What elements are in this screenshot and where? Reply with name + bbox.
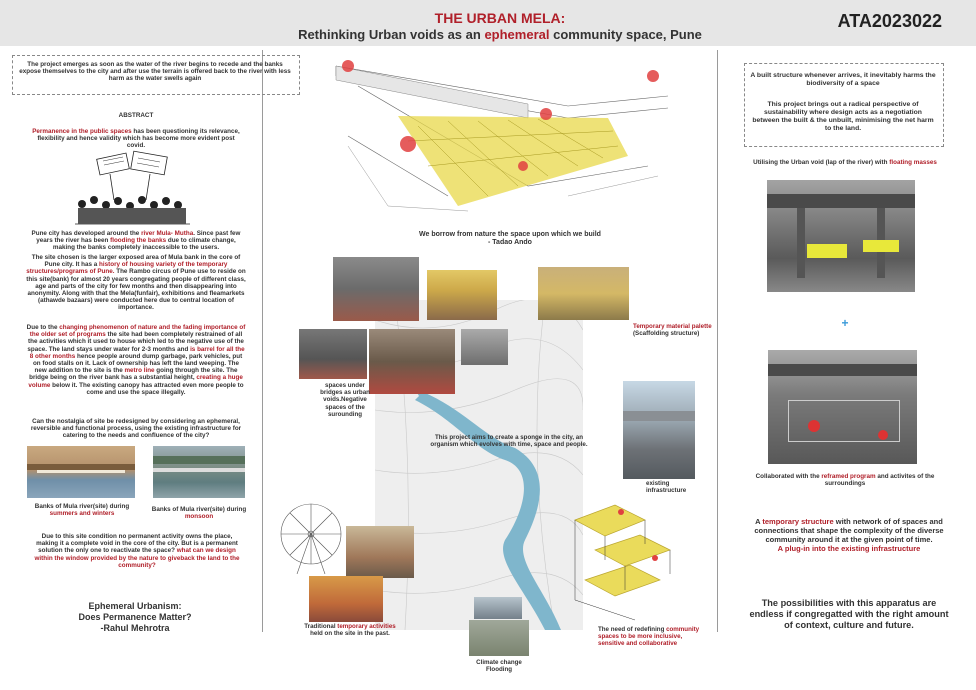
divider-right (717, 50, 718, 632)
photo-bridge-3 (369, 329, 455, 394)
plus-sign: + (841, 316, 849, 330)
project-code: ATA2023022 (837, 11, 942, 31)
poster-subtitle: Rethinking Urban voids as an ephemeral community space, Pune (298, 27, 702, 42)
photo-bridge-1 (333, 257, 419, 321)
label-sponge: This project aims to create a sponge in the city, an organism which evolves with time, space and people. (430, 434, 588, 449)
site-condition-text: Due to this site condition no permanent activity owns the place, making it a complete void in the core of the city. But is a permanent solution the only one to reactivate the space? what can we design within the window provided by the nature to giveback the land to the community? (34, 533, 240, 569)
abstract-para-4: Due to the changing phenomenon of nature and the fading importance of the older set of programs the site had been completely restrained of all the activities which it used to house which led to the negative use of the space. The land stays under water for 2-3 months and is barrel for all the 8 other months hence people around dump garbage, park vehicles, put on food stalls on it. Lack of ownership has left the land weeping. The new addition to the site is the metro line going through the site. The bridge being on the river bank has a substantial height, creating a huge volume below it. The existing canopy has attracted even more people to come and use the space illegally. (26, 324, 246, 396)
abstract-para-2: Pune city has developed around the river Mula- Mutha. Since past few years the river has been flooding the banks due to climate change, making the banks completely inaccessible to the users. (31, 230, 241, 252)
label-redefine: The need of redefining community spaces to be more inclusive, sensitive and collaborative (598, 626, 700, 648)
abstract-para-1: Permanence in the public spaces has been questioning its relevance, flexibility and hence validity which has become more evident post covid. (32, 128, 240, 150)
possibilities-text: The possibilities with this apparatus are endless if congregatted with the right amount of context, culture and future. (749, 598, 949, 630)
abstract-para-3: The site chosen is the larger exposed area of Mula bank in the core of Pune city. It has a history of housing variety of the temporary structures/programs of Pune. The Rambo circus of Pune use to reside on this site(bank) for almost 20 years congregating people of different class, age and parts of the city for few months and then disappearing into anonymity. Along with that the Mela(funfair), exhibitions and fleamarkets (athawde bazaars) were conducted here due to central location of importance. (26, 254, 246, 312)
design-question: Can the nostalgia of site be redesigned by considering an ephemeral, reversible and functional process, using the existing infrastructure for catering to the needs and confluence of the city? (30, 418, 242, 440)
temporary-structure-text: A temporary structure with network of of spaces and connections that shape the complexity of the diverse community around it at the given point of time. A plug-in into the existing infrastructure (754, 517, 944, 553)
photo-river-summer (27, 446, 135, 498)
sustainability-text: This project brings out a radical perspective of sustainability where design acts as a negotiation between the built & the unbuilt, minimising the net harm to the land. (752, 101, 934, 132)
photo-reframed-program (768, 350, 917, 464)
photo-scaffolding-2 (538, 267, 629, 320)
ferris-wheel-sketch (277, 498, 345, 574)
exploded-axonometric (565, 500, 690, 622)
label-traditional: Traditional temporary activities held on the site in the past. (304, 623, 396, 638)
photo-climate-2 (469, 620, 529, 656)
collaboration-text: Collaborated with the reframed program and activites of the surroundings (755, 473, 935, 488)
label-temp-material: Temporary material palette (Scaffolding structure) (633, 323, 712, 338)
label-spaces-bridges: spaces under bridges as urban voids.Negative spaces of the surounding (320, 382, 370, 418)
tadao-quote: We borrow from nature the space upon which we build - Tadao Ando (419, 231, 601, 246)
urban-void-text: Utilising the Urban void (lap of the river) with floating masses (753, 159, 937, 166)
photo-traditional-1 (346, 526, 414, 578)
photo-existing-infrastructure (623, 381, 695, 479)
photo-traditional-2 (309, 576, 383, 622)
quote-mehrotra: Ephemeral Urbanism: Does Permanence Matter? -Rahul Mehrotra (78, 601, 192, 633)
photo-climate-1 (474, 597, 522, 619)
label-existing: existing infrastructure (646, 480, 687, 495)
axonometric-render (328, 46, 671, 218)
intro-text: The project emerges as soon as the water of the river begins to recede and the banks expose themselves to the city and after use the terrain is offered back to the river with less harm as the water swells again (19, 61, 291, 83)
poster-title: THE URBAN MELA: (434, 10, 566, 26)
photo-bridge-4 (461, 329, 508, 365)
biodiversity-text: A built structure whenever arrives, it inevitably harms the biodiversity of a space (750, 72, 936, 87)
divider-left (262, 50, 263, 632)
label-climate-change: Climate change Flooding (476, 659, 522, 674)
caption-summer: Banks of Mula river(site) during summers and winters (34, 503, 130, 518)
photo-river-monsoon (153, 446, 245, 498)
photo-bridge-2 (299, 329, 367, 379)
photo-scaffolding-1 (427, 270, 497, 320)
photo-floating-masses (767, 180, 915, 292)
caption-monsoon: Banks of Mula river(site) during monsoon (151, 506, 247, 521)
abstract-title: ABSTRACT (118, 112, 154, 119)
crowd-sketch (70, 150, 195, 228)
